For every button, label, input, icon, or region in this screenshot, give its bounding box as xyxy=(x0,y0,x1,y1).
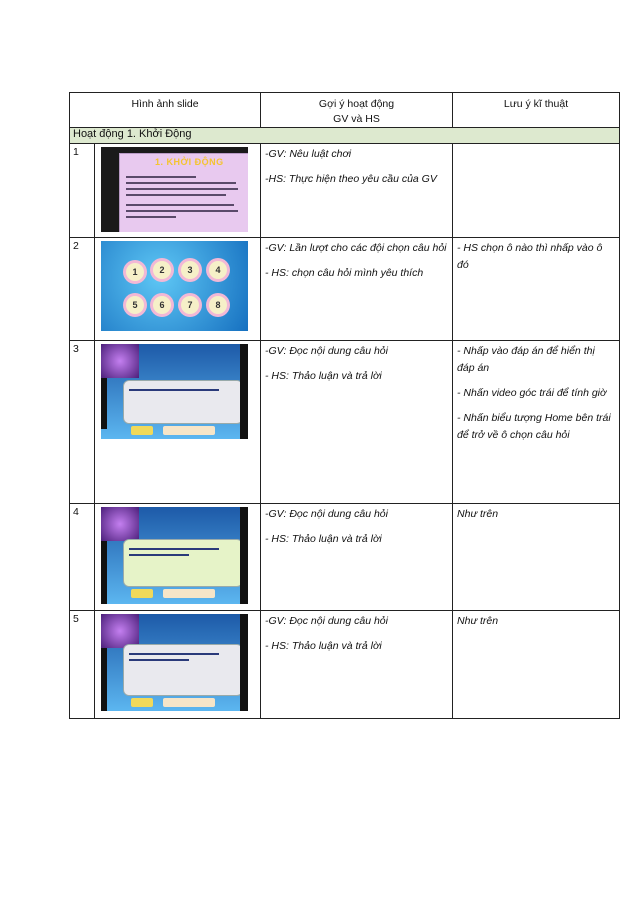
slide-thumbnail xyxy=(101,614,248,711)
slide-thumbnail xyxy=(101,507,248,604)
activity-cell: -GV: Đọc nội dung câu hỏi - HS: Thảo luận và trả lời xyxy=(261,341,453,504)
slide-thumbnail-cell xyxy=(95,504,261,611)
activity-cell: -GV: Nêu luật chơi -HS: Thực hiện theo yêu cầu của GV xyxy=(261,144,453,238)
table-row xyxy=(70,238,620,341)
slide-thumbnail xyxy=(101,344,248,439)
section-title: Hoạt động 1. Khởi Động xyxy=(70,128,620,144)
lesson-plan-table xyxy=(69,92,620,719)
table-row xyxy=(70,611,620,719)
technique-cell xyxy=(453,144,620,238)
header-row xyxy=(70,93,620,128)
activity-cell: -GV: Lần lượt cho các đội chọn câu hỏi - HS: chọn câu hỏi mình yêu thích xyxy=(261,238,453,341)
header-activity: Gợi ý hoạt động GV và HS xyxy=(261,93,453,128)
table-row xyxy=(70,504,620,611)
slide-thumbnail-cell xyxy=(95,238,261,341)
header-slide-image: Hình ảnh slide xyxy=(70,93,261,128)
technique-cell: - HS chọn ô nào thì nhấp vào ô đó xyxy=(453,238,620,341)
row-number: 5 xyxy=(70,611,95,719)
activity-cell: -GV: Đọc nội dung câu hỏi - HS: Thảo luận và trả lời xyxy=(261,504,453,611)
row-number: 2 xyxy=(70,238,95,341)
header-technique: Lưu ý kĩ thuật xyxy=(453,93,620,128)
row-number: 1 xyxy=(70,144,95,238)
slide-thumbnail-cell xyxy=(95,341,261,504)
table-row xyxy=(70,341,620,504)
technique-cell: Như trên xyxy=(453,504,620,611)
section-row xyxy=(70,128,620,144)
technique-cell: - Nhấp vào đáp án để hiển thị đáp án - Nhấn video góc trái để tính giờ - Nhấn biểu tượng Home bên trái để trở về ô chọn câu hỏi xyxy=(453,341,620,504)
slide-thumbnail: 1 2 3 4 5 6 7 8 xyxy=(101,241,248,331)
slide-thumbnail xyxy=(101,147,248,232)
row-number: 4 xyxy=(70,504,95,611)
technique-cell: Như trên xyxy=(453,611,620,719)
slide-thumbnail-cell xyxy=(95,144,261,238)
slide-title: 1. KHỞI ĐỘNG xyxy=(155,157,224,167)
activity-cell: -GV: Đọc nội dung câu hỏi - HS: Thảo luận và trả lời xyxy=(261,611,453,719)
slide-thumbnail-cell xyxy=(95,611,261,719)
table-row xyxy=(70,144,620,238)
row-number: 3 xyxy=(70,341,95,504)
